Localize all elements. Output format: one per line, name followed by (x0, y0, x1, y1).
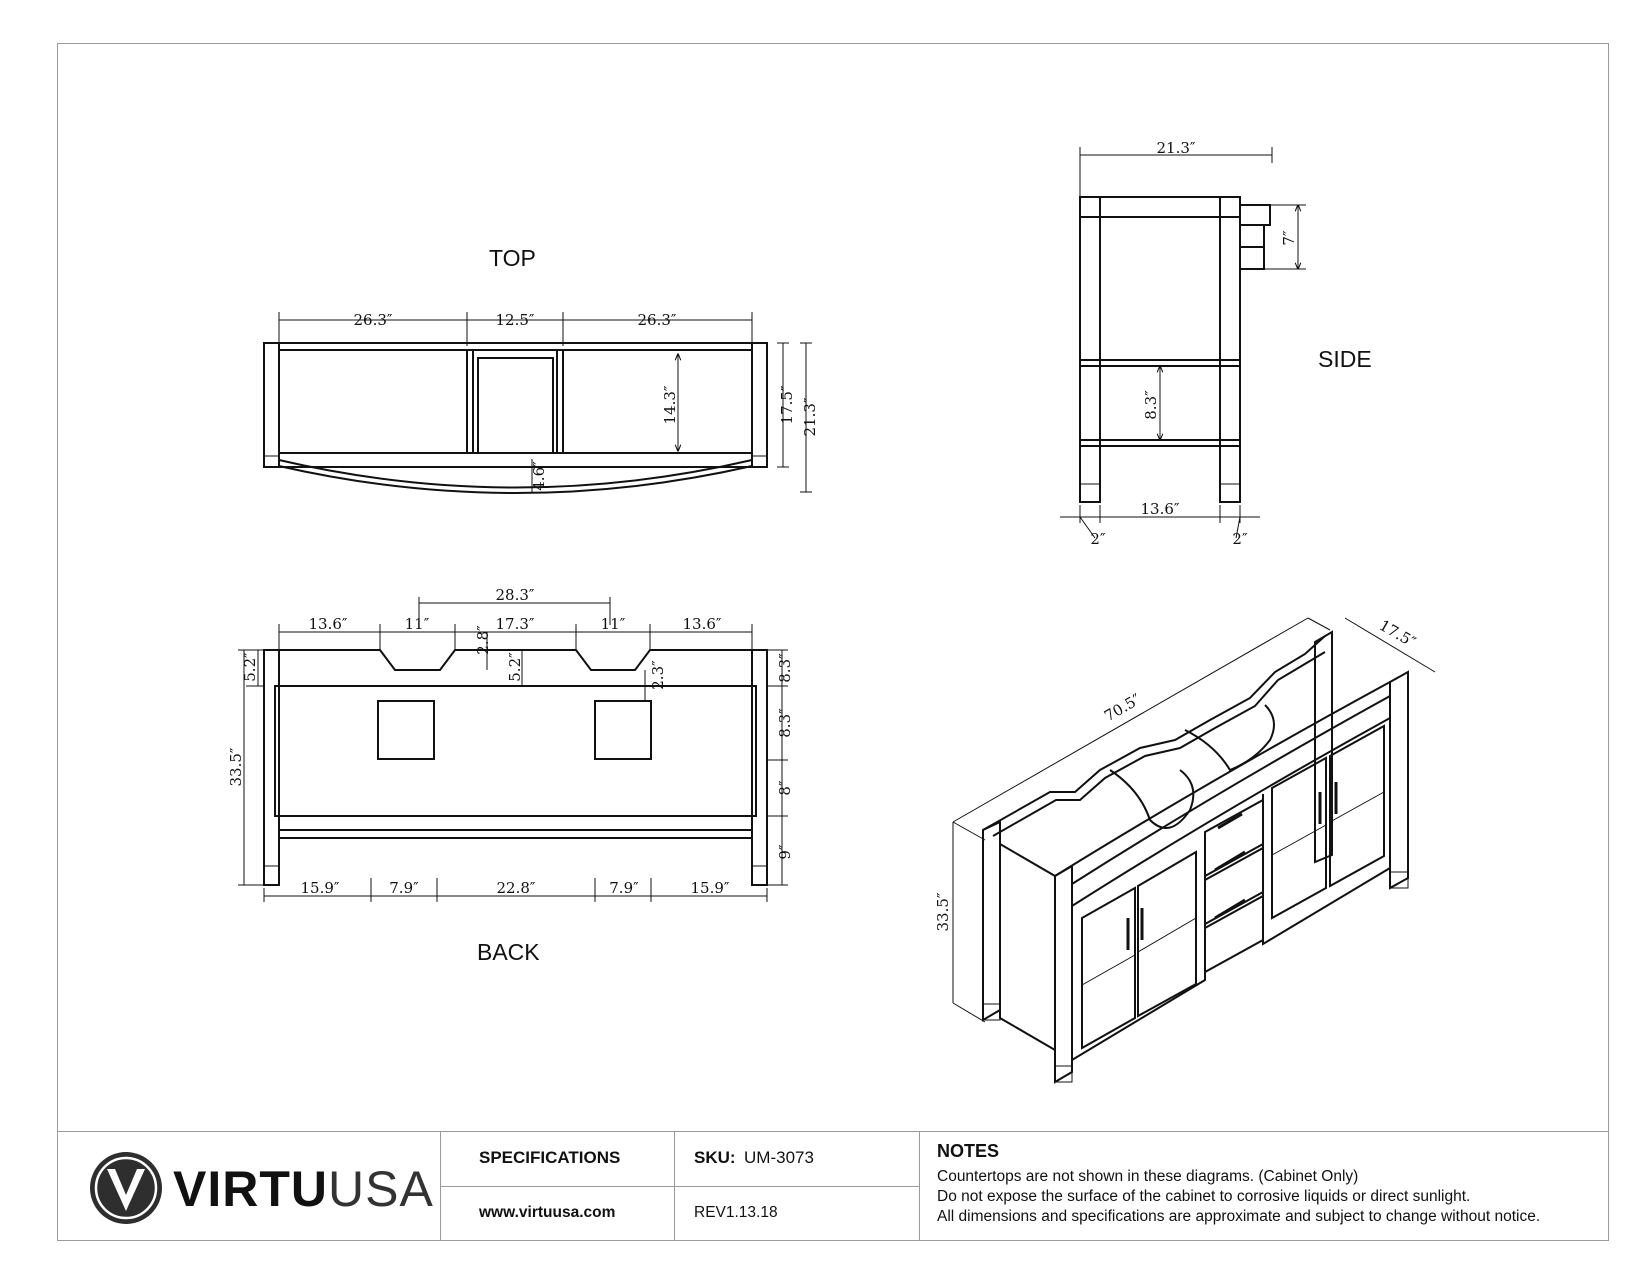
dim-top-bow: 4.6″ (530, 461, 548, 491)
dim-side-drawer-height: 7″ (1280, 230, 1298, 246)
iso-front-top (1072, 696, 1390, 884)
dim-back-right-8: 8″ (776, 780, 794, 796)
side-shelf-lower (1080, 440, 1240, 446)
back-foot-left (264, 866, 279, 885)
side-drawer-front (1240, 205, 1270, 225)
iso-door-left-1 (1082, 888, 1135, 1048)
dim-back-top-4: 11″ (600, 615, 626, 633)
side-leg-back (1080, 197, 1100, 502)
specifications-label: SPECIFICATIONS (479, 1148, 621, 1167)
top-center-box (478, 358, 553, 453)
side-foot-front (1220, 484, 1240, 502)
dim-back-left-5-2: 5.2″ (241, 652, 259, 682)
dim-iso-height: 33.5″ (934, 892, 952, 932)
side-leg-front (1220, 197, 1240, 502)
dim-side-shelf-gap: 8.3″ (1142, 390, 1160, 420)
dim-top-right-width: 26.3″ (637, 311, 677, 329)
sku-row (694, 1148, 814, 1168)
dim-ext (953, 822, 985, 840)
dim-iso-depth: 17.5″ (1376, 616, 1419, 652)
dim-back-bottom-5: 15.9″ (690, 879, 730, 897)
note-line: Countertops are not shown in these diagrams. (Cabinet Only) (937, 1168, 1359, 1185)
dim-back-bottom-2: 7.9″ (389, 879, 419, 897)
dim-side-base-width: 13.6″ (1140, 500, 1180, 518)
iso-door-right-2 (1330, 726, 1384, 886)
iso-door-right-1 (1272, 758, 1326, 918)
side-view (1060, 139, 1306, 548)
iso-leg-left-back (983, 822, 1000, 1020)
back-plumbing-hole-right (595, 701, 651, 759)
note-line: All dimensions and specifications are approximate and subject to change without notice. (937, 1208, 1541, 1225)
dim-side-top-width: 21.3″ (1156, 139, 1196, 157)
notes-title: NOTES (937, 1141, 1000, 1161)
dim-back-bottom-4: 7.9″ (609, 879, 639, 897)
back-view (227, 586, 794, 902)
title-block (57, 1131, 1609, 1241)
top-bowed-front (279, 466, 752, 493)
dim-ext (1308, 618, 1330, 630)
title-block-divider (919, 1132, 920, 1241)
iso-sink-cutout-right (1185, 705, 1274, 770)
dim-back-top-5: 13.6″ (682, 615, 722, 633)
dim-top-center-width: 12.5″ (495, 311, 535, 329)
top-leg-left (264, 343, 279, 467)
side-foot-back (1080, 484, 1100, 502)
iso-front-top (1072, 718, 1390, 906)
side-top-rail (1080, 197, 1240, 217)
dim-back-top-3: 17.3″ (495, 615, 535, 633)
top-leg-foot (752, 456, 767, 467)
iso-shelf-line (1272, 825, 1326, 855)
top-view (264, 311, 819, 493)
dim-top-inner-depth: 14.3″ (661, 385, 679, 425)
dim-back-top-2: 11″ (404, 615, 430, 633)
side-drawer-front (1240, 247, 1264, 269)
title-block-divider (440, 1186, 919, 1187)
dim-back-bottom-1: 15.9″ (300, 879, 340, 897)
top-outline (264, 343, 767, 467)
dim-back-right-9: 9″ (776, 844, 794, 860)
view-label-top: TOP (489, 245, 536, 271)
revision: REV1.13.18 (694, 1204, 778, 1221)
back-foot-right (752, 866, 767, 885)
dim-ext (953, 1003, 985, 1022)
isometric-view (934, 616, 1435, 1082)
iso-leg-right-front (1390, 672, 1408, 888)
brand-logo-block[interactable] (87, 1149, 434, 1225)
dim-back-height: 33.5″ (227, 747, 245, 787)
dim-side-leg-left: 2″ (1090, 530, 1106, 548)
dim-top-depth-total: 21.3″ (801, 397, 819, 437)
dim-back-hole-2-3: 2.3″ (649, 660, 667, 690)
iso-side-panel-left (1000, 844, 1055, 1050)
dim-back-notch-depth: 2.8″ (474, 625, 492, 655)
top-bowed-front (279, 460, 752, 488)
note-line: Do not expose the surface of the cabinet to corrosive liquids or direct sunlight. (937, 1188, 1471, 1205)
virtu-v-circle-logo-icon (87, 1149, 165, 1227)
website-link[interactable]: www.virtuusa.com (479, 1204, 616, 1221)
dim-back-center-5-2: 5.2″ (506, 652, 524, 682)
brand-wordmark (173, 1159, 434, 1219)
dim-line-iso-length (953, 618, 1308, 822)
top-leg-foot (264, 456, 279, 467)
iso-drawer-handle (1218, 814, 1242, 828)
dim-side-leg-right: 2″ (1232, 530, 1248, 548)
dim-top-depth-inner: 17.5″ (778, 385, 796, 425)
brand-wordmark-light: USA (328, 1161, 434, 1217)
iso-shelf-line (1082, 955, 1135, 985)
notes-list (937, 1167, 1540, 1227)
back-panel (275, 686, 756, 816)
side-shelf-upper (1080, 360, 1240, 366)
iso-shelf-line (1330, 792, 1384, 822)
brand-wordmark-bold: VIRTU (173, 1161, 328, 1217)
top-leg-right (752, 343, 767, 467)
dim-iso-length: 70.5″ (1101, 690, 1144, 726)
dim-back-top-1: 13.6″ (308, 615, 348, 633)
back-plumbing-hole-left (378, 701, 434, 759)
iso-leg-left-front (1055, 866, 1072, 1082)
view-label-side: SIDE (1318, 346, 1372, 372)
view-label-back: BACK (477, 939, 540, 965)
sku-value: UM-3073 (744, 1148, 814, 1167)
dim-back-right-8-3-a: 8.3″ (776, 653, 794, 683)
dim-top-left-width: 26.3″ (353, 311, 393, 329)
dim-back-bottom-3: 22.8″ (496, 879, 536, 897)
iso-shelf-line (1138, 918, 1196, 952)
sku-label: SKU: (694, 1148, 736, 1167)
dim-back-right-8-3-b: 8.3″ (776, 708, 794, 738)
side-drawer-front (1240, 225, 1264, 247)
dim-back-span: 28.3″ (495, 586, 535, 604)
